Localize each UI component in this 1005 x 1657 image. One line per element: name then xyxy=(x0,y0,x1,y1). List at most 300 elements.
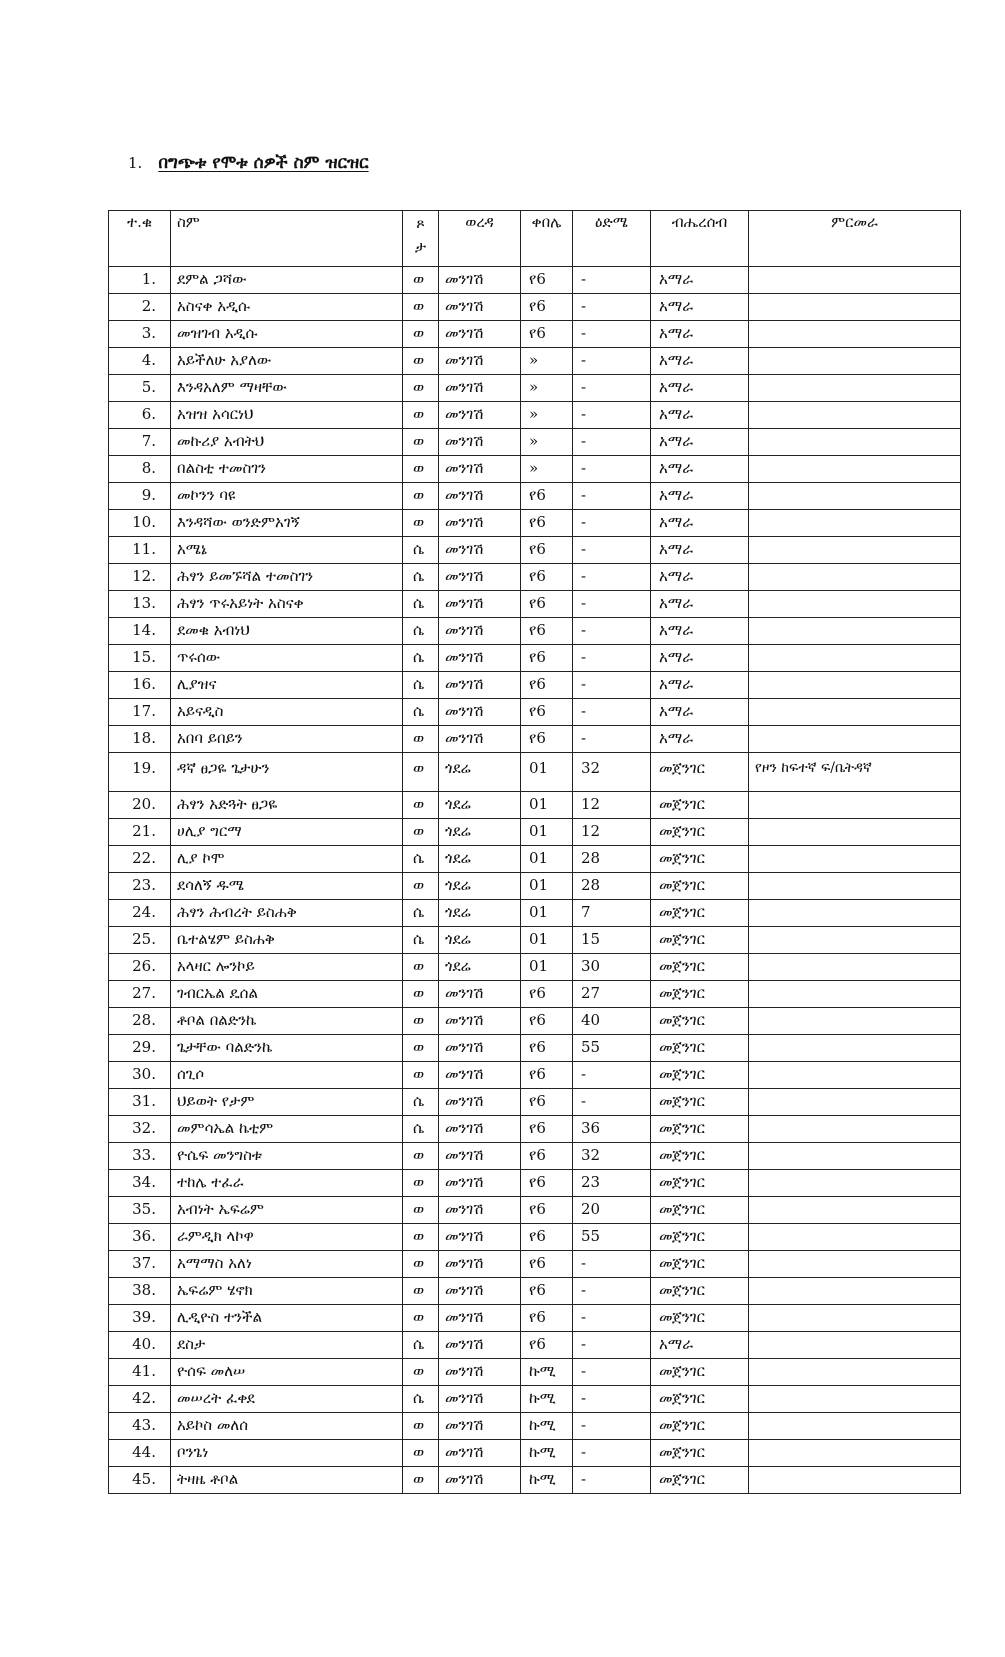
row-kebele: 01 xyxy=(521,873,573,900)
row-age: 28 xyxy=(573,873,651,900)
row-age: - xyxy=(573,1251,651,1278)
row-number: 34. xyxy=(109,1170,171,1197)
row-ethnicity: መጀንገር xyxy=(651,1170,749,1197)
row-ethnicity: አማራ xyxy=(651,672,749,699)
row-age: - xyxy=(573,537,651,564)
row-woreda: መንገሽ xyxy=(439,1170,521,1197)
row-kebele: 01 xyxy=(521,900,573,927)
row-woreda: መንገሽ xyxy=(439,1062,521,1089)
row-age: - xyxy=(573,321,651,348)
row-kebele: የ6 xyxy=(521,1143,573,1170)
row-remark xyxy=(749,618,961,645)
row-number: 13. xyxy=(109,591,171,618)
list-heading xyxy=(128,153,369,173)
row-woreda: መንገሽ xyxy=(439,456,521,483)
row-sex: ወ xyxy=(403,981,439,1008)
table-row xyxy=(109,645,961,672)
row-kebele: የ6 xyxy=(521,483,573,510)
row-number: 5. xyxy=(109,375,171,402)
row-number: 38. xyxy=(109,1278,171,1305)
row-sex: ወ xyxy=(403,1197,439,1224)
row-ethnicity: አማራ xyxy=(651,645,749,672)
row-name: አስናቀ አዲሱ xyxy=(171,294,403,321)
row-name: እንዳአለም ማዛቸው xyxy=(171,375,403,402)
row-kebele: የ6 xyxy=(521,1008,573,1035)
row-ethnicity: መጀንገር xyxy=(651,792,749,819)
row-name: ደምል ጋሻው xyxy=(171,267,403,294)
row-sex: ወ xyxy=(403,1278,439,1305)
row-age: - xyxy=(573,1062,651,1089)
row-remark xyxy=(749,564,961,591)
row-remark xyxy=(749,1305,961,1332)
row-number: 31. xyxy=(109,1089,171,1116)
row-woreda: መንገሽ xyxy=(439,402,521,429)
row-name: አይናዲስ xyxy=(171,699,403,726)
row-number: 1. xyxy=(109,267,171,294)
row-ethnicity: መጀንገር xyxy=(651,1440,749,1467)
row-ethnicity: አማራ xyxy=(651,429,749,456)
row-woreda: ጎደሬ xyxy=(439,753,521,792)
table-row xyxy=(109,618,961,645)
table-row xyxy=(109,1359,961,1386)
table-row xyxy=(109,348,961,375)
row-name: አዝዝ አሳርነህ xyxy=(171,402,403,429)
row-woreda: መንገሽ xyxy=(439,1143,521,1170)
row-sex: ሴ xyxy=(403,699,439,726)
row-remark xyxy=(749,645,961,672)
row-age: 23 xyxy=(573,1170,651,1197)
table-row xyxy=(109,1278,961,1305)
row-woreda: መንገሽ xyxy=(439,1440,521,1467)
header-remark: ምርመራ xyxy=(749,211,961,267)
row-age: - xyxy=(573,726,651,753)
row-sex: ሴ xyxy=(403,591,439,618)
row-name: ሊያዝና xyxy=(171,672,403,699)
row-woreda: መንገሽ xyxy=(439,1359,521,1386)
table-row xyxy=(109,294,961,321)
row-kebele: » xyxy=(521,456,573,483)
row-ethnicity: አማራ xyxy=(651,1332,749,1359)
row-name: መምሳኤል ኬቲም xyxy=(171,1116,403,1143)
row-age: - xyxy=(573,1359,651,1386)
row-woreda: መንገሽ xyxy=(439,1116,521,1143)
row-number: 25. xyxy=(109,927,171,954)
row-sex: ወ xyxy=(403,1170,439,1197)
row-sex: ሴ xyxy=(403,1332,439,1359)
row-kebele: » xyxy=(521,348,573,375)
row-ethnicity: አማራ xyxy=(651,564,749,591)
row-name: እንዳሻው ወንድምአገኝ xyxy=(171,510,403,537)
table-row xyxy=(109,1035,961,1062)
row-name: አማማስ አለነ xyxy=(171,1251,403,1278)
heading-title: በግጭቱ የሞቱ ሰዎች ስም ዝርዝር xyxy=(158,153,369,173)
row-number: 7. xyxy=(109,429,171,456)
row-woreda: መንገሽ xyxy=(439,1089,521,1116)
row-age: - xyxy=(573,564,651,591)
row-name: ትዛዜ ቶቦል xyxy=(171,1467,403,1494)
row-ethnicity: መጀንገር xyxy=(651,900,749,927)
row-woreda: መንገሽ xyxy=(439,1197,521,1224)
row-number: 9. xyxy=(109,483,171,510)
row-ethnicity: መጀንገር xyxy=(651,1413,749,1440)
row-age: - xyxy=(573,1386,651,1413)
row-kebele: ኩሚ xyxy=(521,1386,573,1413)
row-name: ተከሌ ተፈራ xyxy=(171,1170,403,1197)
row-number: 39. xyxy=(109,1305,171,1332)
row-remark xyxy=(749,1251,961,1278)
row-ethnicity: አማራ xyxy=(651,402,749,429)
row-age: - xyxy=(573,402,651,429)
row-kebele: 01 xyxy=(521,846,573,873)
row-remark xyxy=(749,873,961,900)
row-ethnicity: መጀንገር xyxy=(651,846,749,873)
row-age: 55 xyxy=(573,1035,651,1062)
row-name: ደሳለኝ ዱሜ xyxy=(171,873,403,900)
row-woreda: መንገሽ xyxy=(439,429,521,456)
row-sex: ሴ xyxy=(403,618,439,645)
row-remark xyxy=(749,726,961,753)
table-row xyxy=(109,1413,961,1440)
table-row xyxy=(109,510,961,537)
row-remark xyxy=(749,1170,961,1197)
row-sex: ወ xyxy=(403,1440,439,1467)
row-woreda: መንገሽ xyxy=(439,564,521,591)
row-name: ጌታቸው ባልድንኬ xyxy=(171,1035,403,1062)
row-woreda: መንገሽ xyxy=(439,1035,521,1062)
row-sex: ወ xyxy=(403,375,439,402)
row-age: - xyxy=(573,1467,651,1494)
row-ethnicity: አማራ xyxy=(651,375,749,402)
row-kebele: ኩሚ xyxy=(521,1359,573,1386)
row-remark xyxy=(749,510,961,537)
row-woreda: መንገሽ xyxy=(439,483,521,510)
row-age: 40 xyxy=(573,1008,651,1035)
row-ethnicity: አማራ xyxy=(651,483,749,510)
heading-number: 1. xyxy=(128,154,143,172)
row-woreda: ጎደሬ xyxy=(439,873,521,900)
row-ethnicity: መጀንገር xyxy=(651,753,749,792)
row-age: 12 xyxy=(573,792,651,819)
row-name: ህይወት የታም xyxy=(171,1089,403,1116)
row-sex: ሴ xyxy=(403,1386,439,1413)
row-name: መዝገብ አዲሱ xyxy=(171,321,403,348)
row-remark xyxy=(749,900,961,927)
row-ethnicity: መጀንገር xyxy=(651,1143,749,1170)
header-name: ስም xyxy=(171,211,403,267)
row-woreda: ጎደሬ xyxy=(439,819,521,846)
row-ethnicity: መጀንገር xyxy=(651,1278,749,1305)
row-woreda: መንገሽ xyxy=(439,1467,521,1494)
row-number: 20. xyxy=(109,792,171,819)
row-age: - xyxy=(573,618,651,645)
row-number: 29. xyxy=(109,1035,171,1062)
row-name: ቦንጌነ xyxy=(171,1440,403,1467)
row-sex: ወ xyxy=(403,1008,439,1035)
table-row xyxy=(109,1170,961,1197)
row-age: 12 xyxy=(573,819,651,846)
row-number: 11. xyxy=(109,537,171,564)
row-ethnicity: መጀንገር xyxy=(651,873,749,900)
row-remark xyxy=(749,1089,961,1116)
row-ethnicity: መጀንገር xyxy=(651,1062,749,1089)
row-kebele: የ6 xyxy=(521,591,573,618)
row-ethnicity: መጀንገር xyxy=(651,1089,749,1116)
row-remark xyxy=(749,846,961,873)
header-kebele: ቀበሌ xyxy=(521,211,573,267)
row-remark xyxy=(749,267,961,294)
row-remark xyxy=(749,1008,961,1035)
row-remark xyxy=(749,456,961,483)
table-row xyxy=(109,981,961,1008)
table-row xyxy=(109,267,961,294)
row-name: አይኮስ መለሰ xyxy=(171,1413,403,1440)
row-ethnicity: አማራ xyxy=(651,699,749,726)
row-kebele: የ6 xyxy=(521,981,573,1008)
row-sex: ወ xyxy=(403,1062,439,1089)
row-woreda: መንገሽ xyxy=(439,645,521,672)
row-sex: ወ xyxy=(403,483,439,510)
row-kebele: የ6 xyxy=(521,1062,573,1089)
row-kebele: የ6 xyxy=(521,1332,573,1359)
row-remark xyxy=(749,1440,961,1467)
row-number: 27. xyxy=(109,981,171,1008)
row-age: 30 xyxy=(573,954,651,981)
row-ethnicity: መጀንገር xyxy=(651,1224,749,1251)
row-remark xyxy=(749,1386,961,1413)
row-kebele: የ6 xyxy=(521,1278,573,1305)
row-remark xyxy=(749,927,961,954)
row-sex: ሴ xyxy=(403,537,439,564)
row-remark xyxy=(749,321,961,348)
row-sex: ሴ xyxy=(403,564,439,591)
row-age: - xyxy=(573,591,651,618)
row-ethnicity: መጀንገር xyxy=(651,1386,749,1413)
table-row xyxy=(109,456,961,483)
row-age: - xyxy=(573,375,651,402)
row-kebele: የ6 xyxy=(521,564,573,591)
row-number: 44. xyxy=(109,1440,171,1467)
header-age: ዕድሜ xyxy=(573,211,651,267)
row-remark xyxy=(749,1224,961,1251)
table-row xyxy=(109,954,961,981)
row-age: - xyxy=(573,672,651,699)
row-ethnicity: መጀንገር xyxy=(651,954,749,981)
row-name: ሊያ ኮሞ xyxy=(171,846,403,873)
row-number: 26. xyxy=(109,954,171,981)
row-age: - xyxy=(573,1089,651,1116)
row-kebele: ኩሚ xyxy=(521,1413,573,1440)
row-name: አበባ ይበይን xyxy=(171,726,403,753)
row-sex: ወ xyxy=(403,1251,439,1278)
row-age: 7 xyxy=(573,900,651,927)
row-age: 55 xyxy=(573,1224,651,1251)
row-number: 8. xyxy=(109,456,171,483)
row-sex: ወ xyxy=(403,1359,439,1386)
row-name: በልስቲ ተመስገን xyxy=(171,456,403,483)
table-row xyxy=(109,753,961,792)
row-kebele: የ6 xyxy=(521,537,573,564)
row-sex: ወ xyxy=(403,954,439,981)
row-age: 32 xyxy=(573,1143,651,1170)
table-row xyxy=(109,927,961,954)
row-age: - xyxy=(573,429,651,456)
row-ethnicity: አማራ xyxy=(651,726,749,753)
row-kebele: » xyxy=(521,429,573,456)
row-ethnicity: መጀንገር xyxy=(651,819,749,846)
table-row xyxy=(109,1251,961,1278)
row-number: 43. xyxy=(109,1413,171,1440)
row-ethnicity: መጀንገር xyxy=(651,1305,749,1332)
table-row xyxy=(109,483,961,510)
table-row xyxy=(109,1467,961,1494)
row-sex: ወ xyxy=(403,402,439,429)
row-number: 24. xyxy=(109,900,171,927)
row-kebele: 01 xyxy=(521,792,573,819)
row-woreda: መንገሽ xyxy=(439,510,521,537)
row-ethnicity: አማራ xyxy=(651,348,749,375)
row-kebele: የ6 xyxy=(521,510,573,537)
row-woreda: መንገሽ xyxy=(439,321,521,348)
table-row xyxy=(109,1386,961,1413)
row-woreda: መንገሽ xyxy=(439,1278,521,1305)
row-ethnicity: መጀንገር xyxy=(651,1251,749,1278)
row-sex: ወ xyxy=(403,429,439,456)
row-kebele: የ6 xyxy=(521,1197,573,1224)
table-row xyxy=(109,375,961,402)
row-number: 33. xyxy=(109,1143,171,1170)
row-remark xyxy=(749,537,961,564)
table-header-row xyxy=(109,211,961,267)
row-woreda: መንገሽ xyxy=(439,699,521,726)
row-name: ራምዲክ ላኮዋ xyxy=(171,1224,403,1251)
row-woreda: መንገሽ xyxy=(439,267,521,294)
row-sex: ወ xyxy=(403,1035,439,1062)
row-woreda: መንገሽ xyxy=(439,294,521,321)
row-number: 22. xyxy=(109,846,171,873)
row-age: - xyxy=(573,294,651,321)
row-kebele: የ6 xyxy=(521,699,573,726)
row-name: ዮሰፍ መለሠ xyxy=(171,1359,403,1386)
row-name: ሊዲዮስ ተንችል xyxy=(171,1305,403,1332)
table-row xyxy=(109,1440,961,1467)
row-number: 28. xyxy=(109,1008,171,1035)
header-no: ተ.ቁ xyxy=(109,211,171,267)
table-row xyxy=(109,1143,961,1170)
row-remark xyxy=(749,1116,961,1143)
row-sex: ሴ xyxy=(403,927,439,954)
row-number: 12. xyxy=(109,564,171,591)
row-kebele: የ6 xyxy=(521,321,573,348)
row-remark xyxy=(749,699,961,726)
row-remark xyxy=(749,981,961,1008)
row-number: 41. xyxy=(109,1359,171,1386)
row-name: አይችለሁ አያለው xyxy=(171,348,403,375)
row-ethnicity: አማራ xyxy=(651,510,749,537)
row-sex: ወ xyxy=(403,294,439,321)
row-name: መኩሪያ አብትህ xyxy=(171,429,403,456)
table-row xyxy=(109,1008,961,1035)
row-sex: ሴ xyxy=(403,672,439,699)
row-kebele: የ6 xyxy=(521,672,573,699)
table-row xyxy=(109,1197,961,1224)
row-woreda: መንገሽ xyxy=(439,1008,521,1035)
row-number: 40. xyxy=(109,1332,171,1359)
row-kebele: 01 xyxy=(521,954,573,981)
row-age: 32 xyxy=(573,753,651,792)
row-remark xyxy=(749,429,961,456)
row-age: - xyxy=(573,645,651,672)
row-woreda: መንገሽ xyxy=(439,537,521,564)
row-name: ጥሩሰው xyxy=(171,645,403,672)
row-woreda: መንገሽ xyxy=(439,726,521,753)
row-kebele: 01 xyxy=(521,927,573,954)
row-kebele: የ6 xyxy=(521,645,573,672)
row-age: - xyxy=(573,267,651,294)
row-sex: ወ xyxy=(403,321,439,348)
row-name: አብነት ኤፍሬም xyxy=(171,1197,403,1224)
row-remark xyxy=(749,1062,961,1089)
table-row xyxy=(109,1224,961,1251)
row-woreda: መንገሽ xyxy=(439,672,521,699)
row-remark xyxy=(749,954,961,981)
table-row xyxy=(109,1062,961,1089)
row-kebele: የ6 xyxy=(521,1035,573,1062)
row-name: መኮንን ባዩ xyxy=(171,483,403,510)
row-age: - xyxy=(573,699,651,726)
row-remark xyxy=(749,1278,961,1305)
row-name: ገብርኤል ዴሰል xyxy=(171,981,403,1008)
row-age: 15 xyxy=(573,927,651,954)
row-number: 3. xyxy=(109,321,171,348)
table-row xyxy=(109,699,961,726)
row-kebele: ኩሚ xyxy=(521,1440,573,1467)
row-kebele: የ6 xyxy=(521,1305,573,1332)
row-age: - xyxy=(573,1278,651,1305)
row-remark xyxy=(749,1035,961,1062)
row-name: ዳኛ ፀጋዬ ጌታሁን xyxy=(171,753,403,792)
row-ethnicity: መጀንገር xyxy=(651,1116,749,1143)
table-row xyxy=(109,321,961,348)
row-woreda: ጎደሬ xyxy=(439,792,521,819)
row-remark xyxy=(749,348,961,375)
row-number: 18. xyxy=(109,726,171,753)
row-number: 15. xyxy=(109,645,171,672)
row-remark xyxy=(749,1197,961,1224)
row-sex: ወ xyxy=(403,348,439,375)
row-ethnicity: አማራ xyxy=(651,321,749,348)
row-sex: ወ xyxy=(403,1305,439,1332)
row-sex: ወ xyxy=(403,1143,439,1170)
row-sex: ወ xyxy=(403,510,439,537)
row-remark xyxy=(749,402,961,429)
row-number: 37. xyxy=(109,1251,171,1278)
table-row xyxy=(109,1332,961,1359)
row-sex: ሴ xyxy=(403,645,439,672)
row-number: 2. xyxy=(109,294,171,321)
row-name: ቶቦል በልድንኬ xyxy=(171,1008,403,1035)
row-ethnicity: መጀንገር xyxy=(651,1008,749,1035)
row-kebele: የ6 xyxy=(521,1224,573,1251)
row-woreda: መንገሽ xyxy=(439,981,521,1008)
row-name: ኤፍሬም ሄኖክ xyxy=(171,1278,403,1305)
row-number: 17. xyxy=(109,699,171,726)
row-name: ሀሊያ ግርማ xyxy=(171,819,403,846)
table-row xyxy=(109,873,961,900)
row-kebele: 01 xyxy=(521,753,573,792)
row-woreda: መንገሽ xyxy=(439,591,521,618)
row-sex: ወ xyxy=(403,1224,439,1251)
row-remark xyxy=(749,819,961,846)
